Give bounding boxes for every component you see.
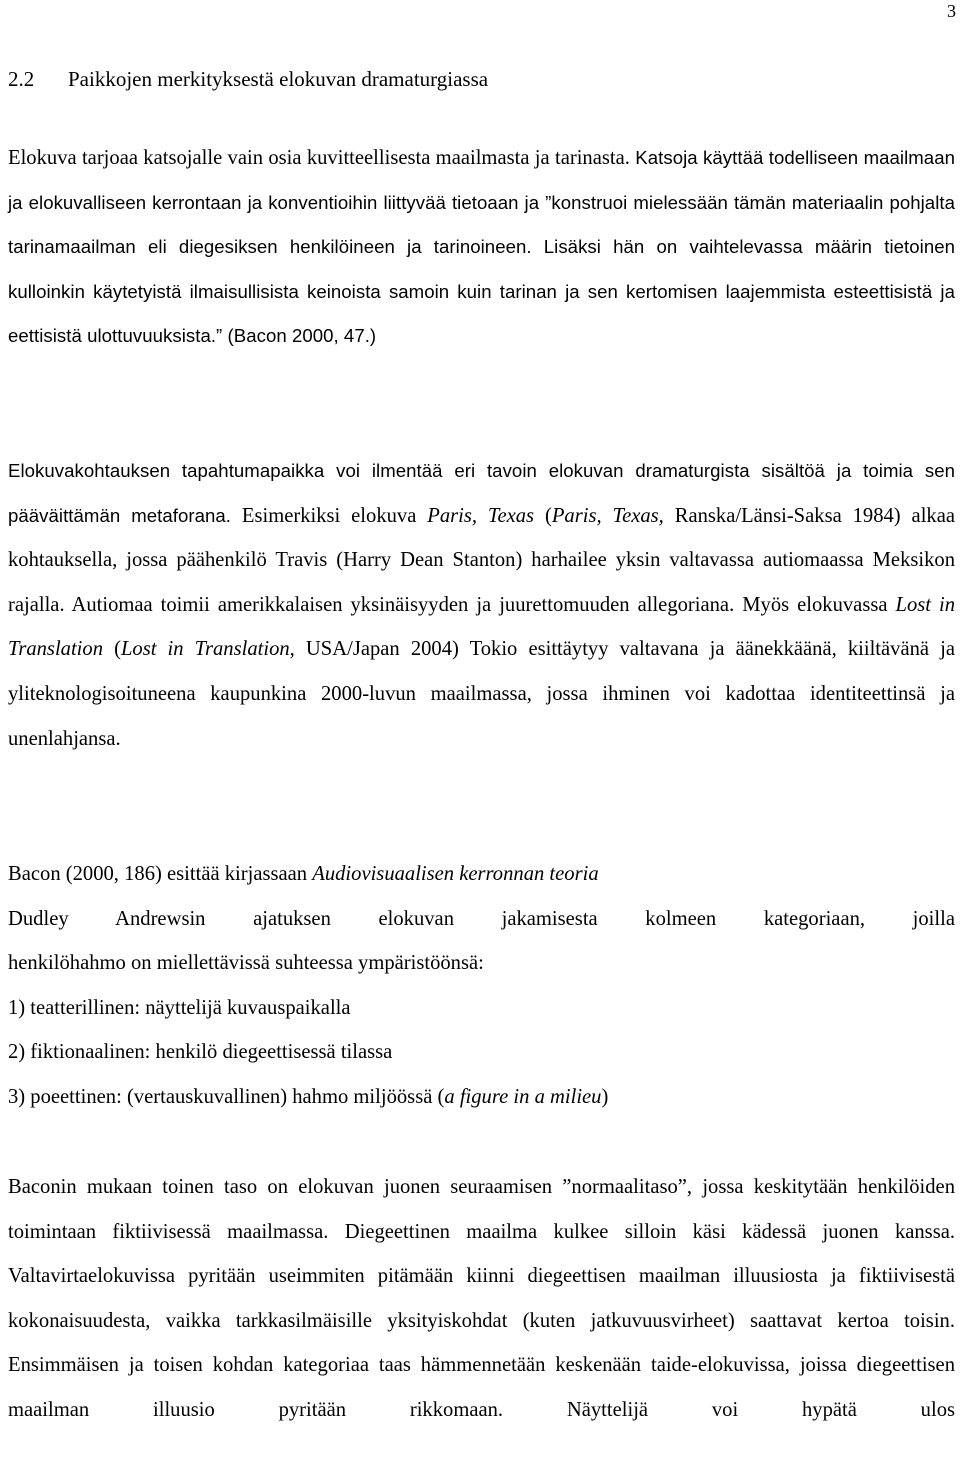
paragraph-1-sans-text: Katsoja käyttää todelliseen maailmaan ja elokuvalliseen kerrontaan ja konventioihin liittyvää tietoaan ja ”konstruoi mielessään tämän materiaalin pohjalta tarinamaailman eli diegesiksen henkilöineen ja tarinoineen. Lisäksi hän on vaihtelevassa määrin tietoinen kulloinkin käytetyistä ilmaisullisista keinoista samoin kuin tarinan ja sen kertomisen laajemmista esteettisistä ja eettisistä ulottuvuuksista.” (Bacon 2000, 47.) [8, 147, 955, 347]
list-item-1: 1) teatterillinen: näyttelijä kuvauspaikalla [8, 996, 351, 1019]
list-item-3 [8, 1075, 955, 1120]
list-item-3-prefix: 3) poeettinen: (vertauskuvallinen) hahmo miljöössä ( [8, 1085, 445, 1108]
paragraph-1 [8, 136, 955, 359]
list-item-2: 2) fiktionaalinen: henkilö diegeettisessä tilassa [8, 1041, 393, 1064]
list-item-3-suffix: ) [601, 1085, 609, 1108]
paragraph-2-text-4: ( [103, 638, 121, 661]
page-number: 3 [947, 1, 956, 21]
film-title-lost-in-translation: Lost in Translation [8, 593, 956, 661]
paragraph-2-text-3: Ranska/Länsi-Saksa 1984) alkaa kohtauksella, jossa päähenkilö Travis (Harry Dean Stanton) harhailee yksin valtavassa autiomaassa Meksikon rajalla. Autiomaa toimii amerikkalaisen yksinäisyyden ja juurettomuuden allegoriana. Myös elokuvassa [8, 504, 956, 616]
paragraph-3 [8, 852, 955, 1120]
paragraph-2-sans-text: Elokuvakohtauksen tapahtumapaikka voi ilmentää eri tavoin elokuvan dramaturgista sisältöä ja toimia sen pääväittämän metaforana. [8, 460, 955, 526]
paragraph-4: Baconin mukaan toinen taso on elokuvan juonen seuraamisen ”normaalitaso”, jossa keskitytään henkilöiden toimintaan fiktiivisessä maailmassa. Diegeettinen maailma kulkee silloin käsi kädessä juonen kanssa. Valtavirtaelokuvissa pyritään useimmiten pitämään kiinni diegeettisen maailman illuusiosta ja fiktiivisestä kokonaisuudesta, vaikka tarkkasilmäisille yksityiskohdat (kuten jatkuvuusvirheet) saattavat kertoa toisin. Ensimmäisen ja toisen kohdan kategoriaa taas hämmennetään keskenään taide-elokuvissa, joissa diegeettisen maailman illuusio pyritään rikkomaan. Näyttelijä voi hypätä ulos [8, 1176, 955, 1421]
paragraph-3-intro: Bacon (2000, 186) esittää kirjassaan [8, 863, 313, 885]
paragraph-2-text-5: , USA/Japan 2004) Tokio esittäytyy valtavana ja äänekkäänä, kiiltävänä ja yliteknologisoituneena kaupunkina 2000-luvun maailmassa, jossa ihminen voi kadottaa identiteettinsä ja unenlahjansa. [8, 638, 956, 750]
film-title-lost-in-translation-original: Lost in Translation [120, 638, 290, 661]
book-title: Audiovisuaalisen kerronnan teoria [312, 863, 599, 885]
section-heading [8, 62, 488, 96]
paragraph-3-line-2: Dudley Andrewsin ajatuksen elokuvan jakamisesta kolmeen kategoriaan, joilla [8, 907, 955, 930]
paragraph-2-text-2: ( [534, 504, 552, 527]
paragraph-1-serif-text: Elokuva tarjoaa katsojalle vain osia kuvitteellisesta maailmasta ja tarinasta. [8, 147, 630, 169]
paragraph-3-line-1 [8, 852, 955, 897]
paragraph-2 [8, 449, 955, 761]
film-title-paris-texas: Paris, Texas [427, 504, 535, 527]
section-number: 2.2 [8, 67, 35, 91]
paragraph-2-text-1: Esimerkiksi elokuva [230, 504, 428, 527]
film-title-paris-texas-original: Paris, Texas, [551, 504, 664, 527]
paragraph-3-line-3: henkilöhahmo on miellettävissä suhteessa ympäristöönsä: [8, 952, 484, 975]
section-title: Paikkojen merkityksestä elokuvan dramaturgiassa [68, 67, 489, 91]
list-item-3-italic: a figure in a milieu [444, 1085, 602, 1108]
